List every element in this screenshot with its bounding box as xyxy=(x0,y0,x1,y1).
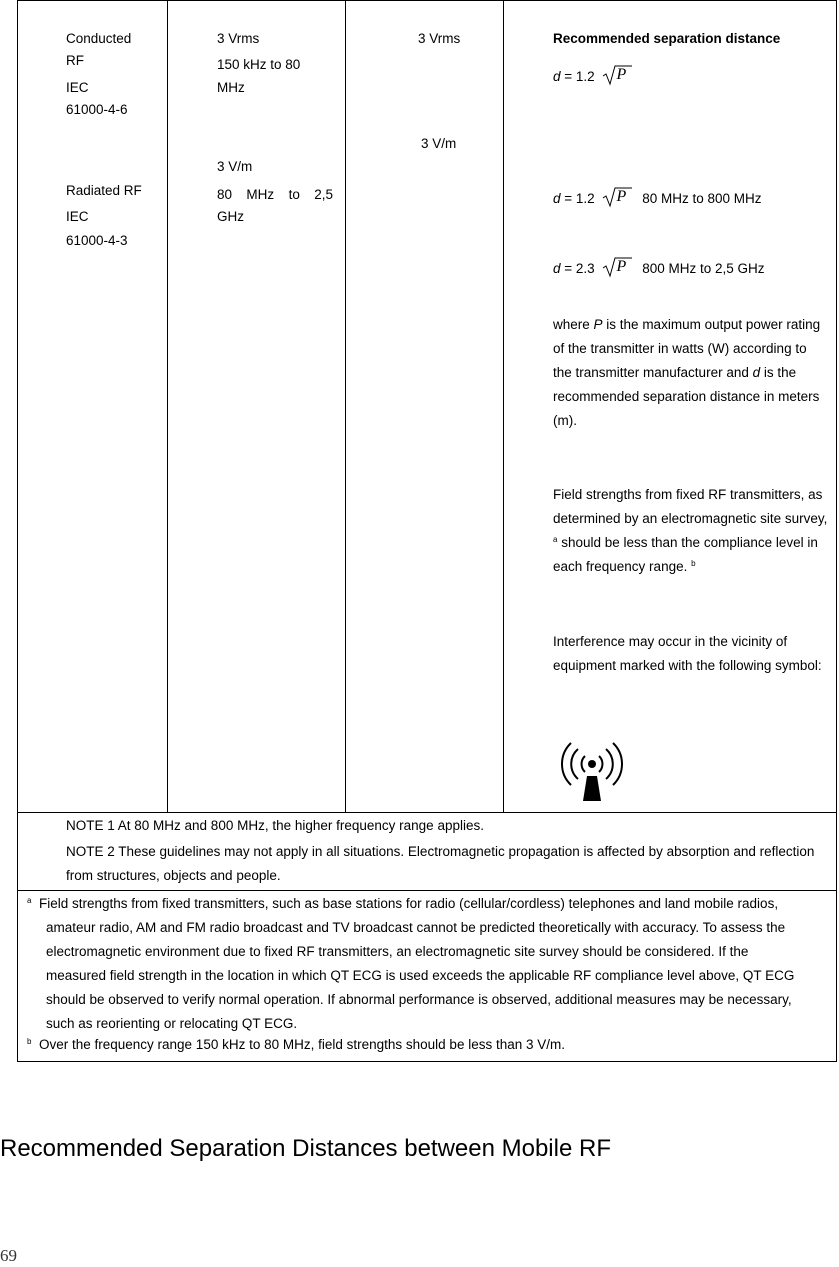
separation-distance-heading: Recommended separation distance xyxy=(553,31,781,46)
table-note: NOTE 1 At 80 MHz and 800 MHz, the higher frequency range applies. xyxy=(66,818,484,833)
power-definition-paragraph: where P is the maximum output power rating of the transmitter in watts (W) according to the transmitter manufacturer and d is the recommended separation distance in meters (m). xyxy=(553,317,821,428)
footnote-a: $^a$ Field strengths from fixed transmitters, such as base stations for radio (cellular/cordless) telephones and land mobile radios, amateur radio, AM and FM radio broadcast and TV broadcast cannot be predicted theoretically with accuracy. To assess the electromagnetic environment due to fixed RF transmitters, an electromagnetic site survey should be considered. If the measured field strength in the location in which QT ECG is used exceeds the applicable RF compliance level above, QT ECG should be observed to verify normal operation. If abnormal performance is observed, additional measures may be necessary, such as reorienting or relocating QT ECG. xyxy=(27,896,795,1031)
separation-equation-800-2500: d = 2.3 P 800 MHz to 2,5 GHz xyxy=(553,258,765,276)
conducted-standard: IEC xyxy=(66,80,89,95)
conducted-frequency-range: 150 kHz to 80 xyxy=(217,57,301,72)
radiated-compliance-level: 3 V/m xyxy=(421,136,457,151)
conducted-compliance-level: 3 Vrms xyxy=(418,31,461,46)
radiated-rf-label: Radiated RF xyxy=(66,183,142,198)
radiated-standard: IEC xyxy=(66,209,89,224)
conducted-frequency-range: MHz xyxy=(217,80,245,95)
table-note: NOTE 2 These guidelines may not apply in all situations. Electromagnetic propagation is affected by absorption and reflection from structures, objects and people. xyxy=(66,844,815,883)
conducted-rf-label: Conducted xyxy=(66,31,132,46)
square-root-symbol: P xyxy=(602,256,632,278)
separation-equation-80-800: d = 1.2 P 80 MHz to 800 MHz xyxy=(553,188,762,206)
radiated-frequency-range: GHz xyxy=(217,209,244,224)
non-ionizing-radiation-icon xyxy=(555,736,630,802)
section-heading: Recommended Separation Distances between Mobile RF xyxy=(0,1135,611,1162)
radiated-standard: 61000-4-3 xyxy=(66,233,128,248)
conducted-standard: 61000-4-6 xyxy=(66,102,128,117)
radiated-test-level: 3 V/m xyxy=(217,159,253,174)
page-number: 69 xyxy=(0,1246,17,1265)
column-divider xyxy=(503,0,504,813)
column-divider xyxy=(167,0,168,813)
row-divider xyxy=(17,890,837,891)
radiated-frequency-range: 80 MHz to 2,5 xyxy=(217,187,333,202)
square-root-symbol: P xyxy=(602,64,632,86)
conducted-test-level: 3 Vrms xyxy=(217,31,260,46)
column-divider xyxy=(345,0,346,813)
square-root-symbol: P xyxy=(602,186,632,208)
field-strength-paragraph: Field strengths from fixed RF transmitters, as determined by an electromagnetic site survey, $^a$ should be less than the compliance level in each frequency range. $^b$ xyxy=(553,487,828,574)
separation-equation-conducted: d = 1.2 P xyxy=(553,64,632,89)
interference-paragraph: Interference may occur in the vicinity of equipment marked with the following symbol: xyxy=(553,634,822,673)
conducted-rf-label: RF xyxy=(66,53,84,68)
footnote-b: $^b$ Over the frequency range 150 kHz to 80 MHz, field strengths should be less than 3 V/m. xyxy=(27,1037,565,1052)
row-divider xyxy=(17,812,837,813)
